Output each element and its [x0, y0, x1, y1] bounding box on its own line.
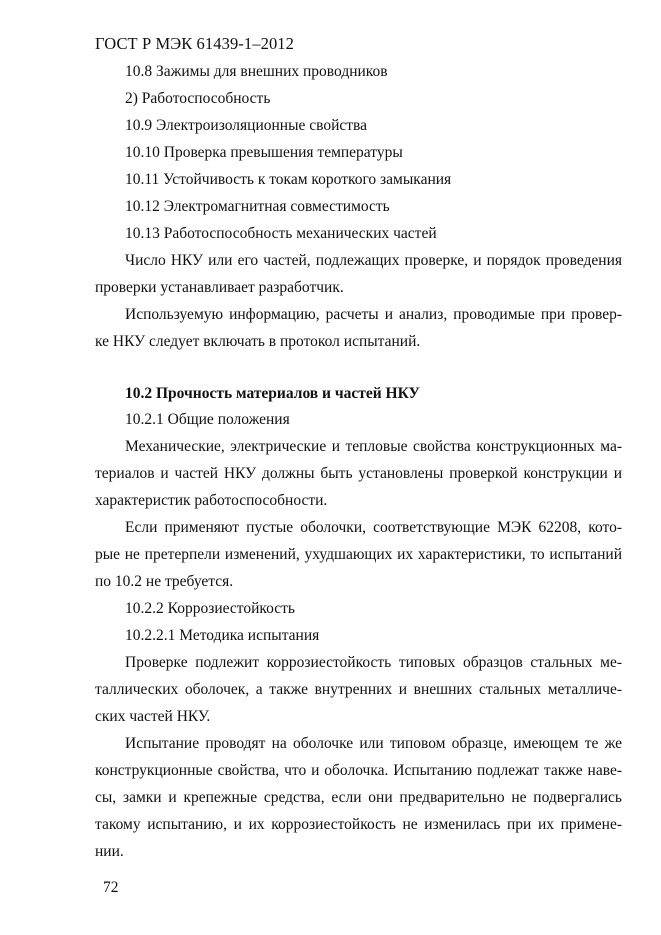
paragraph-line: [95, 654, 622, 672]
paragraph-line: по 10.2 не требуется.: [95, 573, 234, 590]
paragraph-line: ке НКУ следует включать в протокол испытаний.: [95, 333, 421, 350]
paragraph-text: такому испытанию, и их коррозиестойкость не изменилась при их примене-: [95, 816, 622, 833]
paragraph-line: [95, 681, 622, 699]
paragraph-text: Проверке подлежит коррозиестойкость типовых образцов стальных ме-: [125, 654, 622, 671]
paragraph-line: ских частей НКУ.: [95, 708, 211, 725]
paragraph-text: Число НКУ или его частей, подлежащих проверке, и порядок проведения: [125, 252, 622, 269]
list-item-10-11: 10.11 Устойчивость к токам короткого замыкания: [125, 171, 452, 188]
list-item-10-9: 10.9 Электроизоляционные свойства: [125, 117, 368, 134]
paragraph-text: Используемую информацию, расчеты и анализ, проводимые при провер-: [125, 306, 622, 323]
list-item-operability: 2) Работоспособность: [125, 90, 271, 107]
paragraph-text: конструкционные свойства, что и оболочка. Испытанию подлежат также наве-: [95, 762, 622, 779]
paragraph-line: характеристик работоспособности.: [95, 492, 328, 509]
paragraph-line: [95, 762, 622, 780]
paragraph-text: териалов и частей НКУ должны быть установлены проверкой конструкции и: [95, 465, 622, 482]
paragraph-line: [95, 465, 622, 483]
paragraph-line: [95, 816, 622, 834]
paragraph-line: [95, 438, 622, 456]
paragraph-line: нии.: [95, 843, 124, 860]
subsection-heading-10-2-2: 10.2.2 Коррозиестойкость: [125, 600, 295, 617]
paragraph-line: [95, 252, 622, 270]
paragraph-line: проверки устанавливает разработчик.: [95, 279, 344, 296]
paragraph-line: [95, 306, 622, 324]
list-item-10-12: 10.12 Электромагнитная совместимость: [125, 198, 390, 215]
paragraph-text: Если применяют пустые оболочки, соответствующие МЭК 62208, кото-: [125, 519, 622, 536]
paragraph-text: рые не претерпели изменений, ухудшающих их характеристики, то испытаний: [95, 546, 622, 563]
document-header: ГОСТ Р МЭК 61439-1–2012: [95, 34, 294, 53]
paragraph-line: [95, 519, 622, 537]
subsection-heading-10-2-1: 10.2.1 Общие положения: [125, 411, 290, 428]
list-item-10-8: 10.8 Зажимы для внешних проводников: [125, 63, 388, 80]
paragraph-text: сы, замки и крепежные средства, если они предварительно не подвергались: [95, 789, 622, 806]
list-item-10-13: 10.13 Работоспособность механических частей: [125, 225, 437, 242]
paragraph-line: [95, 546, 622, 564]
subsection-heading-10-2-2-1: 10.2.2.1 Методика испытания: [125, 627, 320, 644]
paragraph-line: [95, 789, 622, 807]
paragraph-text: Испытание проводят на оболочке или типовом образце, имеющем те же: [125, 735, 622, 752]
paragraph-text: таллических оболочек, а также внутренних и внешних стальных металличе-: [95, 681, 622, 698]
paragraph-line: [95, 735, 622, 753]
page-number: 72: [103, 879, 119, 896]
section-heading-10-2: 10.2 Прочность материалов и частей НКУ: [125, 385, 420, 402]
list-item-10-10: 10.10 Проверка превышения температуры: [125, 144, 403, 161]
paragraph-text: Механические, электрические и тепловые свойства конструкционных ма-: [125, 438, 622, 455]
